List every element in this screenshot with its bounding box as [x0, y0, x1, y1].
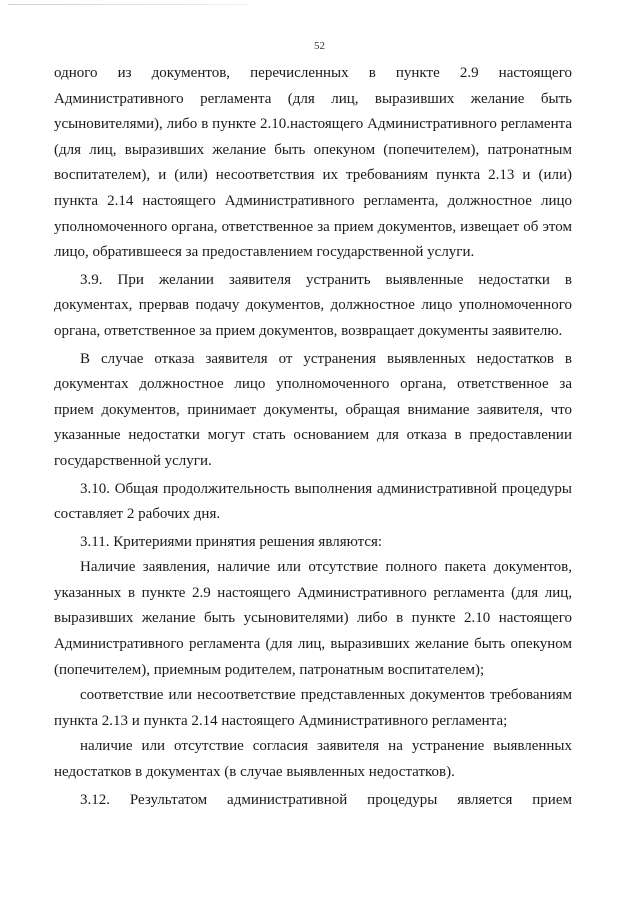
paragraph-3-11: 3.11. Критериями принятия решения являются:: [80, 533, 383, 550]
paragraph-3-10: 3.10. Общая продолжительность выполнения административной процедуры составляет 2 рабочих дня.: [54, 480, 572, 523]
paragraph-refusal-case: В случае отказа заявителя от устранения выявленных недостатков в документах должностное лицо уполномоченного органа, ответственное за прием документов, принимает документы, обращая внимание заявителя, что указанные недостатки могут стать основанием для отказа в предоставлении государственной услуги.: [54, 350, 572, 469]
document-body: [54, 61, 572, 813]
criteria-item-compliance: соответствие или несоответствие представленных документов требованиям пункта 2.13 и пункта 2.14 настоящего Административного регламента;: [54, 687, 572, 729]
paragraph-continuation: одного из документов, перечисленных в пункте 2.9 настоящего Административного регламента (для лиц, выразивших желание быть усыновителями), либо в пункте 2.10.настоящего Административного регламента (для лиц, выразивших желание быть опекуном (попечителем), патронатным воспитателем), и (или) несоответствия их требованиям пункта 2.13 и (или) пункта 2.14 настоящего Административного регламента, должностное лицо уполномоченного органа, ответственное за прием документов, извещает об этом лицо, обратившееся за предоставлением государственной услуги.: [54, 65, 572, 261]
criteria-item-consent: наличие или отсутствие согласия заявителя на устранение выявленных недостатков в документах (в случае выявленных недостатков).: [54, 738, 572, 781]
page-number: 52: [314, 40, 325, 52]
paragraph-3-9: 3.9. При желании заявителя устранить выявленные недостатки в документах, прервав подачу документов, должностное лицо уполномоченного органа, ответственное за прием документов, возвращает документы заявителю.: [54, 271, 572, 339]
paragraph-3-12: 3.12. Результатом административной процедуры является прием: [80, 791, 572, 808]
criteria-item-application: Наличие заявления, наличие или отсутствие полного пакета документов, указанных в пункте 2.9 настоящего Административного регламента (для лиц, выразивших желание быть усыновителями) либо в пункте 2.10 настоящего Административного регламента (для лиц, выразивших желание быть опекуном (попечителем), приемным родителем, патронатным воспитателем);: [54, 559, 572, 678]
scan-artifact: [8, 4, 248, 5]
